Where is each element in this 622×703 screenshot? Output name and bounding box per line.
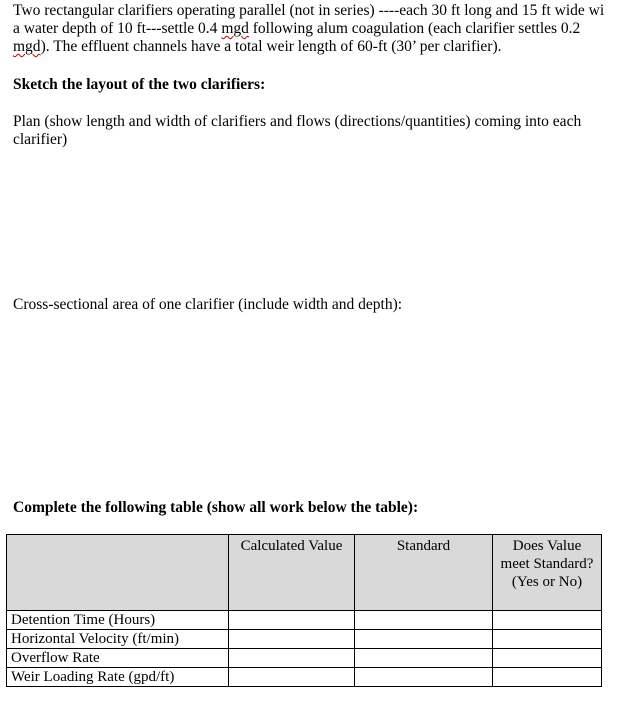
header-standard: Standard	[355, 535, 493, 611]
cell-standard[interactable]	[355, 630, 493, 649]
intro-line-2-pre: a water depth of 10 ft---settle 0.4	[13, 20, 222, 37]
table-row	[7, 668, 602, 687]
cell-standard[interactable]	[355, 611, 493, 630]
table-header-row	[7, 535, 602, 611]
intro-line-1: Two rectangular clarifiers operating parallel (not in series) ----each 30 ft long and 15 ft wide wi	[13, 2, 605, 19]
cell-meets-standard[interactable]	[493, 668, 602, 687]
row-label-horizontal-velocity: Horizontal Velocity (ft/min)	[7, 630, 229, 649]
table-heading: Complete the following table (show all work below the table):	[13, 499, 419, 516]
intro-line-2	[13, 20, 580, 38]
row-label-weir-loading-rate: Weir Loading Rate (gpd/ft)	[7, 668, 229, 687]
header-blank-cell	[7, 535, 229, 611]
plan-prompt-line-2: clarifier)	[13, 131, 68, 148]
table-row	[7, 611, 602, 630]
table-row	[7, 630, 602, 649]
spellcheck-word-mgd-2: mgd	[13, 38, 41, 55]
cross-section-prompt: Cross-sectional area of one clarifier (include width and depth):	[13, 296, 403, 313]
cell-calculated-value[interactable]	[229, 649, 355, 668]
spellcheck-word-mgd: mgd	[221, 20, 249, 37]
cell-calculated-value[interactable]	[229, 630, 355, 649]
plan-prompt-line-1: Plan (show length and width of clarifiers and flows (directions/quantities) coming into each	[13, 113, 582, 130]
cell-standard[interactable]	[355, 668, 493, 687]
intro-line-3-post: ). The effluent channels have a total weir length of 60-ft (30’ per clarifier).	[40, 38, 502, 55]
row-label-overflow-rate: Overflow Rate	[7, 649, 229, 668]
cell-calculated-value[interactable]	[229, 611, 355, 630]
intro-line-3	[13, 38, 502, 56]
results-table	[6, 534, 602, 687]
cell-meets-standard[interactable]	[493, 611, 602, 630]
row-label-detention-time: Detention Time (Hours)	[7, 611, 229, 630]
table-row	[7, 649, 602, 668]
sketch-heading: Sketch the layout of the two clarifiers:	[13, 76, 266, 93]
intro-line-2-post: following alum coagulation (each clarifier settles 0.2	[248, 20, 581, 37]
header-meets-standard: Does Value meet Standard? (Yes or No)	[493, 535, 602, 611]
cell-calculated-value[interactable]	[229, 668, 355, 687]
header-calculated-value: Calculated Value	[229, 535, 355, 611]
cell-meets-standard[interactable]	[493, 630, 602, 649]
cell-meets-standard[interactable]	[493, 649, 602, 668]
cell-standard[interactable]	[355, 649, 493, 668]
